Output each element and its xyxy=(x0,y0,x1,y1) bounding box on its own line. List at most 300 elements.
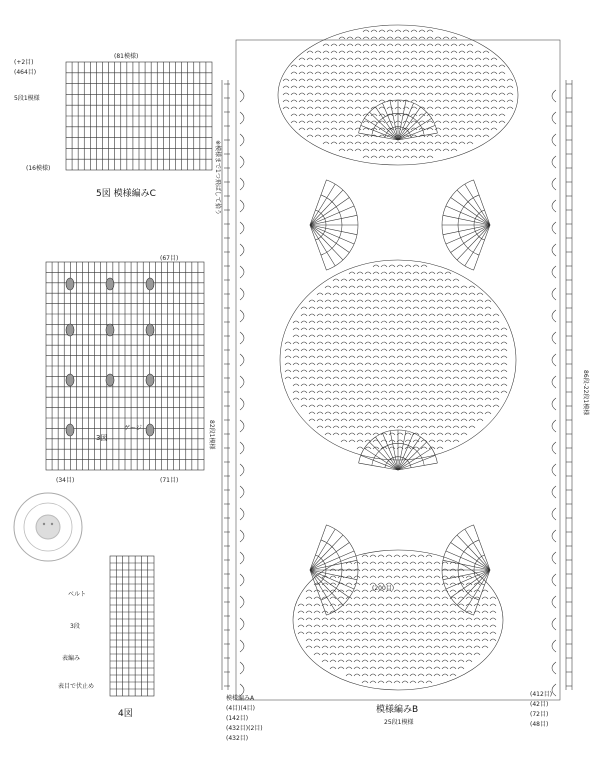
mesh-loop xyxy=(323,128,329,130)
mesh-loop xyxy=(466,639,472,641)
mesh-loop xyxy=(453,342,459,344)
mesh-loop xyxy=(397,377,403,379)
mesh-loop xyxy=(405,391,411,393)
mesh-loop xyxy=(363,149,369,151)
mesh-loop xyxy=(394,618,400,620)
mesh-loop xyxy=(429,335,435,337)
mesh-loop xyxy=(315,65,321,67)
mesh-loop xyxy=(309,384,315,386)
mesh-loop xyxy=(363,51,369,53)
mesh-loop xyxy=(458,646,464,648)
mesh-loop xyxy=(421,307,427,309)
mesh-loop xyxy=(386,625,392,627)
mesh-loop xyxy=(485,314,491,316)
mesh-loop xyxy=(386,632,392,634)
mesh-loop xyxy=(397,405,403,407)
mesh-loop xyxy=(466,660,472,662)
mesh-loop xyxy=(397,272,403,274)
mesh-loop xyxy=(413,405,419,407)
mesh-loop xyxy=(307,121,313,123)
mesh-loop xyxy=(434,569,440,571)
mesh-loop xyxy=(405,279,411,281)
mesh-loop xyxy=(349,419,355,421)
mesh-loop xyxy=(402,569,408,571)
mesh-loop xyxy=(411,65,417,67)
mesh-loop xyxy=(389,342,395,344)
edge-chain xyxy=(552,332,556,344)
bottom-pineapple xyxy=(293,550,503,690)
mesh-loop xyxy=(309,349,315,351)
mesh-loop xyxy=(437,279,443,281)
mesh-loop xyxy=(474,646,480,648)
mesh-loop xyxy=(357,412,363,414)
mesh-loop xyxy=(349,384,355,386)
mesh-loop xyxy=(442,618,448,620)
fan-spoke xyxy=(310,535,343,570)
mesh-loop xyxy=(445,384,451,386)
mesh-loop xyxy=(378,639,384,641)
mesh-loop xyxy=(301,377,307,379)
mesh-loop xyxy=(389,426,395,428)
mesh-loop xyxy=(466,646,472,648)
mesh-loop xyxy=(453,356,459,358)
mesh-loop xyxy=(485,405,491,407)
mesh-loop xyxy=(490,618,496,620)
mesh-loop xyxy=(485,363,491,365)
mesh-loop xyxy=(386,674,392,676)
mesh-loop xyxy=(363,30,369,32)
mesh-loop xyxy=(469,342,475,344)
mesh-loop xyxy=(371,93,377,95)
mesh-loop xyxy=(386,611,392,613)
mesh-loop xyxy=(413,342,419,344)
edge-chain xyxy=(240,222,244,234)
mesh-loop xyxy=(339,79,345,81)
mesh-loop xyxy=(355,135,361,137)
leaf-mark xyxy=(146,278,154,290)
fan-spoke xyxy=(446,551,490,570)
mesh-loop xyxy=(363,93,369,95)
mesh-loop xyxy=(482,618,488,620)
mesh-loop xyxy=(315,58,321,60)
leaf-mark xyxy=(106,374,114,386)
mesh-loop xyxy=(389,412,395,414)
mesh-loop xyxy=(467,58,473,60)
mesh-loop xyxy=(403,93,409,95)
fan-spoke xyxy=(457,225,490,260)
mesh-loop xyxy=(445,321,451,323)
mesh-loop xyxy=(469,293,475,295)
mesh-loop xyxy=(434,653,440,655)
mesh-loop xyxy=(485,342,491,344)
mesh-loop xyxy=(355,37,361,39)
mesh-loop xyxy=(443,128,449,130)
mesh-loop xyxy=(333,293,339,295)
mesh-loop xyxy=(450,674,456,676)
mesh-loop xyxy=(371,37,377,39)
mesh-loop xyxy=(347,135,353,137)
mesh-loop xyxy=(485,377,491,379)
mesh-loop xyxy=(469,398,475,400)
mesh-loop xyxy=(363,44,369,46)
mesh-loop xyxy=(365,363,371,365)
mesh-loop xyxy=(371,44,377,46)
mesh-loop xyxy=(461,314,467,316)
mesh-loop xyxy=(429,419,435,421)
mesh-loop xyxy=(413,391,419,393)
edge-chain xyxy=(552,156,556,168)
mesh-loop xyxy=(469,419,475,421)
mesh-loop xyxy=(453,293,459,295)
mesh-loop xyxy=(453,440,459,442)
mesh-loop xyxy=(362,639,368,641)
mesh-loop xyxy=(443,37,449,39)
main-label-b: 模様編みB xyxy=(376,705,419,715)
mesh-loop xyxy=(426,639,432,641)
mesh-loop xyxy=(411,142,417,144)
mesh-loop xyxy=(301,391,307,393)
mesh-loop xyxy=(434,562,440,564)
mesh-loop xyxy=(397,356,403,358)
mesh-loop xyxy=(427,156,433,158)
mesh-loop xyxy=(426,597,432,599)
mesh-loop xyxy=(426,667,432,669)
mesh-loop xyxy=(349,363,355,365)
mesh-loop xyxy=(413,314,419,316)
mesh-loop xyxy=(330,618,336,620)
mesh-loop xyxy=(347,93,353,95)
mesh-loop xyxy=(450,604,456,606)
edge-chain xyxy=(240,442,244,454)
chart5-top-label: (81模様) xyxy=(114,53,139,60)
mesh-loop xyxy=(482,611,488,613)
mesh-loop xyxy=(477,335,483,337)
mesh-loop xyxy=(483,51,489,53)
mesh-loop xyxy=(389,307,395,309)
mesh-loop xyxy=(394,604,400,606)
mesh-loop xyxy=(418,667,424,669)
mesh-loop xyxy=(461,286,467,288)
mesh-loop xyxy=(477,349,483,351)
mesh-loop xyxy=(477,314,483,316)
mesh-loop xyxy=(475,121,481,123)
mesh-loop xyxy=(309,342,315,344)
mesh-loop xyxy=(301,314,307,316)
mesh-loop xyxy=(314,590,320,592)
mesh-loop xyxy=(363,86,369,88)
mesh-loop xyxy=(435,37,441,39)
mesh-loop xyxy=(333,342,339,344)
mesh-loop xyxy=(293,377,299,379)
mesh-loop xyxy=(373,328,379,330)
mesh-loop xyxy=(362,555,368,557)
leaf-mark xyxy=(106,278,114,290)
mesh-loop xyxy=(309,300,315,302)
mesh-loop xyxy=(285,342,291,344)
mesh-loop xyxy=(403,65,409,67)
mesh-loop xyxy=(386,660,392,662)
mesh-loop xyxy=(442,604,448,606)
mesh-loop xyxy=(395,156,401,158)
mesh-loop xyxy=(389,279,395,281)
mesh-loop xyxy=(469,405,475,407)
mesh-loop xyxy=(405,370,411,372)
mesh-loop xyxy=(427,86,433,88)
mesh-loop xyxy=(434,611,440,613)
edge-chain xyxy=(240,310,244,322)
mesh-loop xyxy=(477,342,483,344)
mesh-loop xyxy=(475,72,481,74)
mesh-loop xyxy=(389,349,395,351)
mesh-loop xyxy=(477,370,483,372)
mesh-loop xyxy=(493,356,499,358)
mesh-loop xyxy=(410,674,416,676)
mesh-loop xyxy=(403,79,409,81)
mesh-loop xyxy=(410,562,416,564)
mesh-loop xyxy=(410,681,416,683)
mesh-loop xyxy=(443,142,449,144)
mesh-loop xyxy=(410,618,416,620)
mesh-loop xyxy=(307,114,313,116)
mesh-loop xyxy=(418,653,424,655)
mesh-loop xyxy=(466,653,472,655)
mesh-loop xyxy=(357,391,363,393)
mesh-loop xyxy=(394,590,400,592)
mesh-loop xyxy=(469,328,475,330)
chart5-side-label-1: (+2目) xyxy=(14,59,34,66)
mesh-loop xyxy=(387,37,393,39)
mesh-loop xyxy=(299,100,305,102)
mesh-loop xyxy=(333,384,339,386)
mesh-loop xyxy=(507,100,513,102)
mesh-loop xyxy=(317,405,323,407)
mesh-loop xyxy=(467,107,473,109)
mesh-loop xyxy=(429,398,435,400)
mesh-loop xyxy=(293,391,299,393)
mesh-loop xyxy=(338,660,344,662)
mesh-loop xyxy=(418,576,424,578)
mesh-loop xyxy=(371,121,377,123)
mesh-loop xyxy=(402,646,408,648)
mesh-loop xyxy=(299,93,305,95)
mesh-loop xyxy=(389,314,395,316)
mesh-loop xyxy=(314,611,320,613)
mesh-loop xyxy=(445,426,451,428)
mesh-loop xyxy=(373,321,379,323)
mesh-loop xyxy=(469,307,475,309)
mesh-loop xyxy=(381,321,387,323)
mesh-loop xyxy=(299,114,305,116)
mesh-loop xyxy=(291,114,297,116)
mesh-loop xyxy=(419,72,425,74)
mesh-loop xyxy=(466,625,472,627)
mesh-loop xyxy=(325,356,331,358)
mesh-loop xyxy=(389,265,395,267)
mesh-loop xyxy=(355,121,361,123)
mesh-loop xyxy=(378,611,384,613)
mesh-loop xyxy=(309,405,315,407)
mesh-loop xyxy=(322,646,328,648)
main-bottom-left-5: (432目) xyxy=(226,735,249,742)
mesh-loop xyxy=(483,93,489,95)
fan-spoke xyxy=(382,103,398,140)
mesh-loop xyxy=(389,391,395,393)
mesh-loop xyxy=(365,286,371,288)
mesh-loop xyxy=(493,363,499,365)
mesh-loop xyxy=(453,419,459,421)
mesh-loop xyxy=(322,625,328,627)
mesh-loop xyxy=(397,335,403,337)
mesh-loop xyxy=(493,335,499,337)
mesh-loop xyxy=(362,569,368,571)
mesh-loop xyxy=(307,86,313,88)
mesh-loop xyxy=(427,121,433,123)
mesh-loop xyxy=(437,314,443,316)
edge-chain xyxy=(552,640,556,652)
mesh-loop xyxy=(323,114,329,116)
mesh-loop xyxy=(477,384,483,386)
mesh-loop xyxy=(397,419,403,421)
mesh-loop xyxy=(467,79,473,81)
mesh-loop xyxy=(403,149,409,151)
mesh-loop xyxy=(427,30,433,32)
mesh-loop xyxy=(429,328,435,330)
mesh-loop xyxy=(378,576,384,578)
mesh-loop xyxy=(315,79,321,81)
mesh-loop xyxy=(445,363,451,365)
mesh-loop xyxy=(330,639,336,641)
mesh-loop xyxy=(293,363,299,365)
top-pineapple xyxy=(278,25,518,165)
edge-chain xyxy=(240,266,244,278)
mesh-loop xyxy=(426,674,432,676)
mesh-loop xyxy=(341,293,347,295)
mesh-loop xyxy=(317,398,323,400)
mesh-loop xyxy=(483,100,489,102)
main-bottom-right-3: (72目) xyxy=(530,711,549,718)
mesh-loop xyxy=(339,93,345,95)
mesh-loop xyxy=(395,65,401,67)
mesh-loop xyxy=(421,405,427,407)
mesh-loop xyxy=(357,370,363,372)
mesh-loop xyxy=(355,149,361,151)
mesh-loop xyxy=(485,412,491,414)
mesh-loop xyxy=(309,398,315,400)
mesh-loop xyxy=(445,272,451,274)
mesh-loop xyxy=(339,100,345,102)
mesh-loop xyxy=(459,107,465,109)
mesh-loop xyxy=(307,107,313,109)
mesh-loop xyxy=(419,44,425,46)
mesh-loop xyxy=(347,58,353,60)
mesh-loop xyxy=(357,307,363,309)
edge-chain xyxy=(240,530,244,542)
mesh-loop xyxy=(309,321,315,323)
mesh-loop xyxy=(354,632,360,634)
mesh-loop xyxy=(346,625,352,627)
mesh-loop xyxy=(482,632,488,634)
mesh-loop xyxy=(379,149,385,151)
mesh-loop xyxy=(341,405,347,407)
mesh-loop xyxy=(459,93,465,95)
mesh-loop xyxy=(434,604,440,606)
mesh-loop xyxy=(285,370,291,372)
mesh-loop xyxy=(426,555,432,557)
mesh-loop xyxy=(437,307,443,309)
mesh-loop xyxy=(461,370,467,372)
mesh-loop xyxy=(389,363,395,365)
mesh-loop xyxy=(435,128,441,130)
mesh-loop xyxy=(354,625,360,627)
mesh-loop xyxy=(426,618,432,620)
mesh-loop xyxy=(389,300,395,302)
mesh-loop xyxy=(477,377,483,379)
fan-spoke xyxy=(446,206,490,225)
mesh-loop xyxy=(381,300,387,302)
mesh-loop xyxy=(427,142,433,144)
mesh-loop xyxy=(387,149,393,151)
left-lower-fan xyxy=(310,525,358,615)
mesh-loop xyxy=(333,307,339,309)
mesh-loop xyxy=(298,625,304,627)
mesh-loop xyxy=(381,377,387,379)
mesh-loop xyxy=(331,121,337,123)
mesh-loop xyxy=(357,447,363,449)
mesh-loop xyxy=(306,632,312,634)
mesh-loop xyxy=(354,667,360,669)
main-bottom-left-1: 模様編みA xyxy=(226,695,255,702)
mesh-loop xyxy=(442,646,448,648)
mesh-loop xyxy=(317,349,323,351)
mesh-loop xyxy=(394,667,400,669)
main-label-b-sub: 25段1模様 xyxy=(384,719,414,726)
mesh-loop xyxy=(301,342,307,344)
mesh-loop xyxy=(403,44,409,46)
mesh-loop xyxy=(339,142,345,144)
mesh-loop xyxy=(485,335,491,337)
mesh-loop xyxy=(341,391,347,393)
mesh-loop xyxy=(349,377,355,379)
mesh-loop xyxy=(317,377,323,379)
mesh-loop xyxy=(461,328,467,330)
mesh-loop xyxy=(373,384,379,386)
mesh-loop xyxy=(421,426,427,428)
mesh-loop xyxy=(485,384,491,386)
mesh-loop xyxy=(445,412,451,414)
mesh-loop xyxy=(349,356,355,358)
mesh-loop xyxy=(434,646,440,648)
mesh-loop xyxy=(405,356,411,358)
mesh-loop xyxy=(362,583,368,585)
mesh-loop xyxy=(341,349,347,351)
mesh-loop xyxy=(330,625,336,627)
mesh-loop xyxy=(365,328,371,330)
edge-chain xyxy=(240,376,244,388)
mesh-loop xyxy=(443,93,449,95)
mesh-loop xyxy=(341,440,347,442)
mesh-loop xyxy=(426,646,432,648)
mesh-loop xyxy=(421,398,427,400)
edge-chain xyxy=(552,244,556,256)
mesh-loop xyxy=(402,597,408,599)
mesh-loop xyxy=(442,632,448,634)
mesh-loop xyxy=(381,370,387,372)
mesh-loop xyxy=(317,391,323,393)
mesh-loop xyxy=(411,93,417,95)
mesh-loop xyxy=(347,128,353,130)
edge-chain xyxy=(552,508,556,520)
mesh-loop xyxy=(387,86,393,88)
